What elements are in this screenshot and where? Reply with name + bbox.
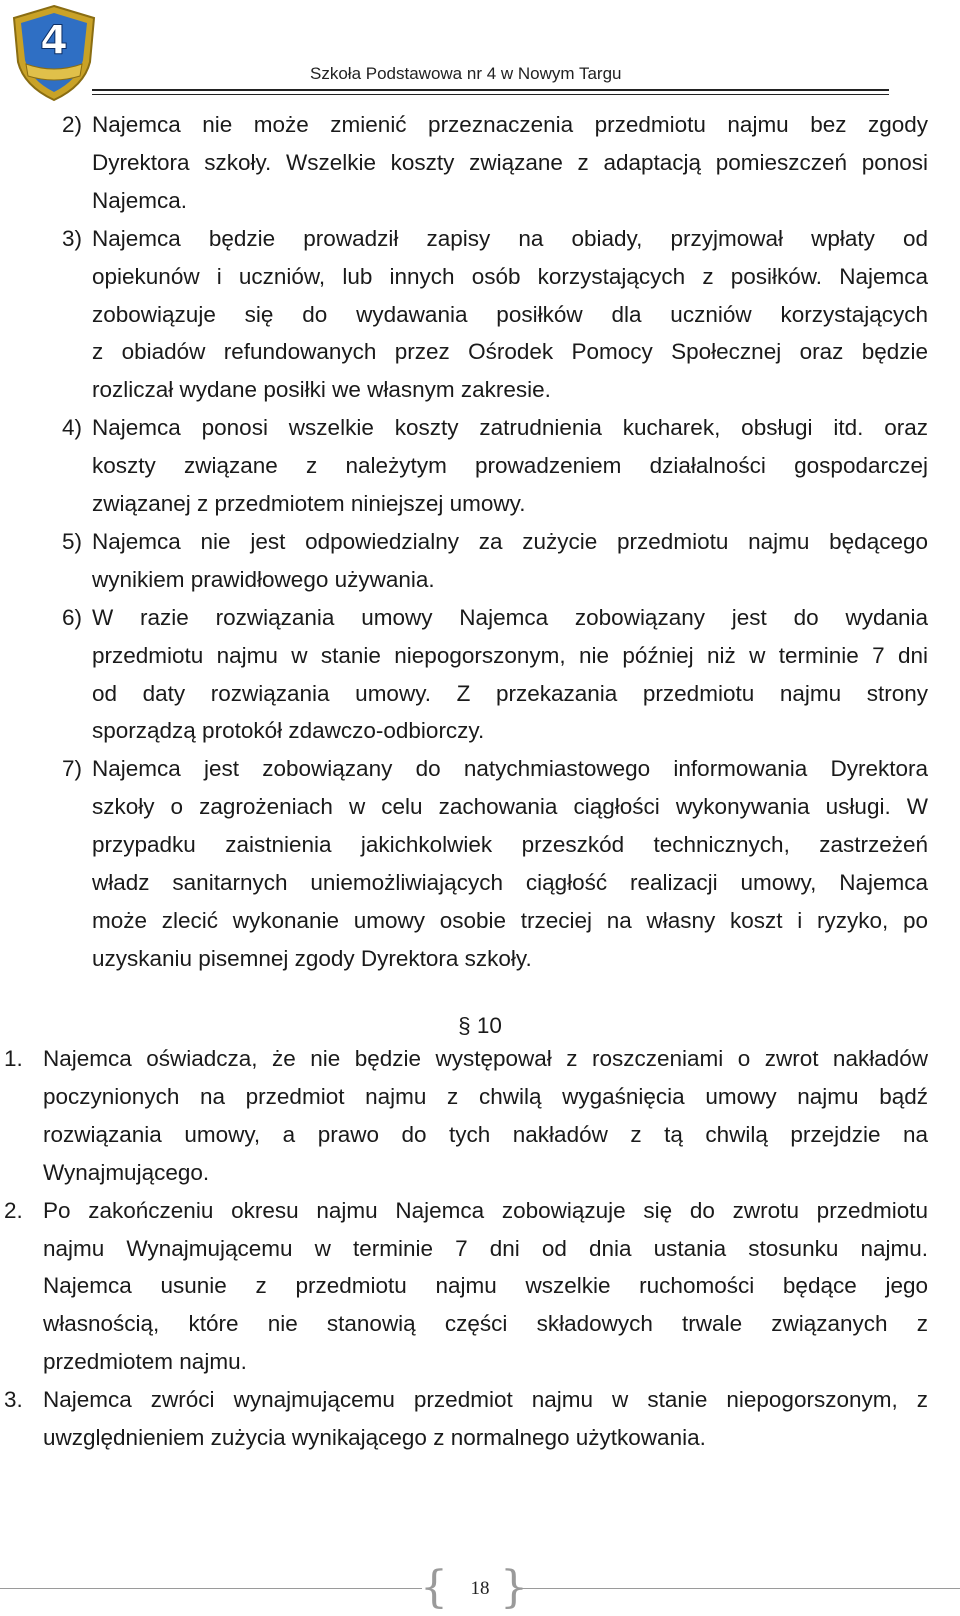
list-item-line: z obiadów refundowanych przez Ośrodek Pomocy Społecznej oraz będzie [92, 339, 928, 365]
list-item-number: 1. [4, 1046, 23, 1071]
list-item-line: Po zakończeniu okresu najmu Najemca zobowiązuje się do zwrotu przedmiotu [43, 1197, 928, 1223]
list-item-line: Najemca jest zobowiązany do natychmiastowego informowania Dyrektora [92, 756, 928, 782]
list-item-number: 7) [62, 756, 83, 782]
list-item-line: Najemca ponosi wszelkie koszty zatrudnienia kucharek, obsługi itd. oraz [92, 415, 928, 441]
list-item-line: własnością, które nie stanowią części składowych trwale związanych z [43, 1311, 928, 1337]
header-rule [92, 89, 889, 91]
list-item-line: Wynajmującego. [43, 1159, 210, 1185]
list-item-line: władz sanitarnych uniemożliwiających ciągłość realizacji umowy, Najemca [92, 870, 928, 895]
list-item-line: wynikiem prawidłowego używania. [92, 566, 435, 592]
list-item-line: sporządzą protokół zdawczo-odbiorczy. [92, 718, 485, 744]
list-item-line: Dyrektora szkoły. Wszelkie koszty związane z adaptacją pomieszczeń ponosi [92, 149, 928, 175]
footer-rule-left [0, 1588, 422, 1589]
list-item-line: Najemca nie może zmienić przeznaczenia przedmiotu najmu bez zgody [92, 112, 928, 137]
header-rule-thin [92, 94, 889, 95]
list-item-number: 3. [4, 1387, 23, 1413]
list-item-line: uzyskaniu pisemnej zgody Dyrektora szkoły. [92, 945, 532, 971]
page-number: 18 [470, 1578, 490, 1599]
list-item-line: przedmiotem najmu. [43, 1349, 247, 1375]
list-item-line: szkoły o zagrożeniach w celu zachowania ciągłości wykonywania usługi. W [92, 794, 928, 820]
list-item-line: W razie rozwiązania umowy Najemca zobowiązany jest do wydania [92, 604, 928, 630]
left-brace: { [420, 1562, 448, 1613]
list-item-line: opiekunów i uczniów, lub innych osób korzystających z posiłków. Najemca [92, 263, 928, 289]
right-brace: } [500, 1562, 528, 1613]
list-item-number: 6) [62, 604, 83, 630]
list-item-line: Najemca. [92, 187, 188, 213]
page-footer [0, 1562, 960, 1616]
list-item-line: Najemca nie jest odpowiedzialny za zużycie przedmiotu najmu będącego [92, 528, 928, 554]
list-item-line: poczynionych na przedmiot najmu z chwilą wygaśnięcia umowy najmu bądź [43, 1083, 928, 1109]
list-item-line: związanej z przedmiotem niniejszej umowy. [92, 491, 526, 516]
list-item-number: 4) [62, 415, 83, 441]
logo-number: 4 [40, 18, 68, 64]
list-item-line: zobowiązuje się do wydawania posiłków dla uczniów korzystających [92, 301, 928, 327]
school-name: Szkoła Podstawowa nr 4 w Nowym Targu [310, 64, 622, 83]
list-item-line: przypadku zaistnienia jakichkolwiek przeszkód technicznych, zastrzeżeń [92, 832, 928, 858]
list-item-line: Najemca będzie prowadził zapisy na obiady, przyjmował wpłaty od [92, 225, 928, 251]
list-item-line: od daty rozwiązania umowy. Z przekazania przedmiotu najmu strony [92, 680, 928, 706]
list-item-line: uwzględnieniem zużycia wynikającego z normalnego użytkowania. [43, 1425, 706, 1450]
list-item-line: Najemca zwróci wynajmującemu przedmiot najmu w stanie niepogorszonym, z [43, 1387, 928, 1413]
section-heading: § 10 [458, 1013, 502, 1038]
footer-rule-right [518, 1588, 960, 1589]
list-item-line: Najemca usunie z przedmiotu najmu wszelkie ruchomości będące jego [43, 1273, 928, 1299]
page-header [0, 0, 960, 104]
list-item-number: 2) [62, 112, 83, 137]
list-item-line: przedmiotu najmu w stanie niepogorszonym, nie później niż w terminie 7 dni [92, 642, 928, 668]
list-item-line: rozliczał wydane posiłki we własnym zakresie. [92, 377, 551, 403]
list-item-line: może zlecić wykonanie umowy osobie trzeciej na własny koszt i ryzyko, po [92, 907, 928, 933]
list-item-number: 2. [4, 1197, 23, 1223]
list-item-line: Najemca oświadcza, że nie będzie występował z roszczeniami o zwrot nakładów [43, 1046, 928, 1071]
school-logo [10, 4, 98, 102]
list-item-number: 3) [62, 225, 83, 251]
list-item-line: rozwiązania umowy, a prawo do tych nakładów z tą chwilą przejdzie na [43, 1121, 928, 1147]
list-item-line: najmu Wynajmującemu w terminie 7 dni od dnia ustania stosunku najmu. [43, 1235, 928, 1261]
list-item-number: 5) [62, 528, 83, 554]
list-item-line: koszty związane z należytym prowadzeniem działalności gospodarczej [92, 453, 928, 479]
